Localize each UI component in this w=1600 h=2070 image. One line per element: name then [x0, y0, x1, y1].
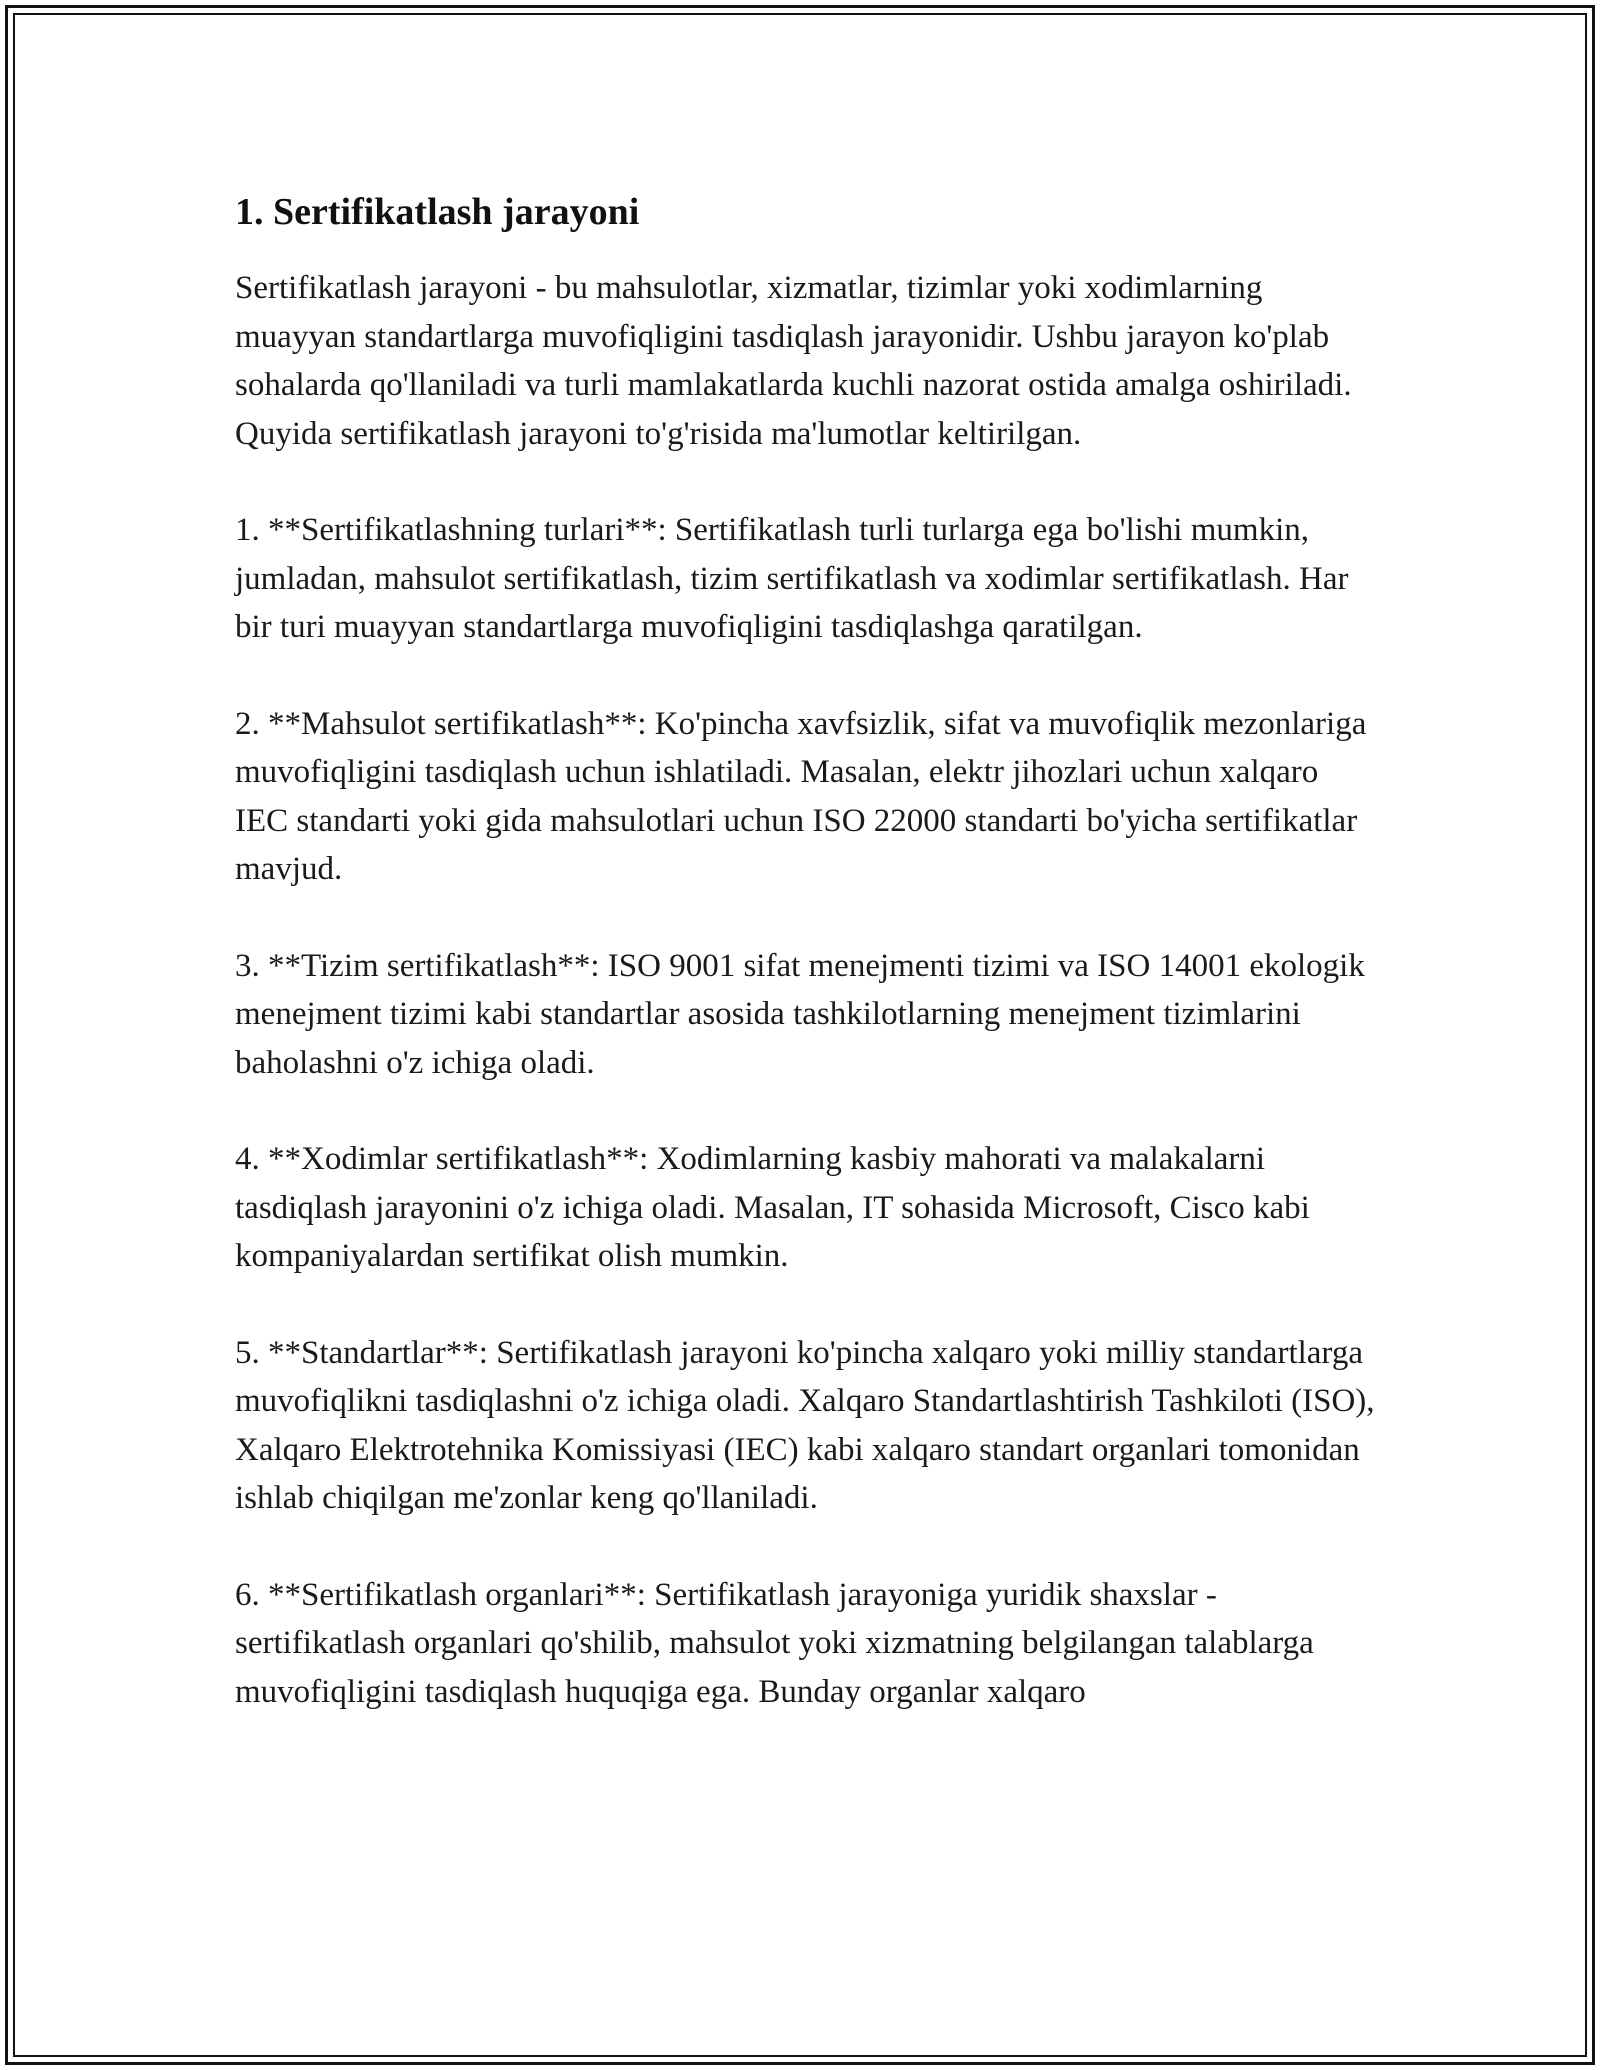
document-heading: 1. Sertifikatlash jarayoni: [235, 191, 640, 233]
paragraph-standards: 5. **Standartlar**: Sertifikatlash jarayoni ko'pincha xalqaro yoki milliy standartlarga muvofiqlikni tasdiqlashni o'z ichiga oladi. Xalqaro Standartlashtirish Tashkiloti (ISO), Xalqaro Elektrotehnika Komissiyasi (IEC) kabi xalqaro standart organlari tomonidan ishlab chiqilgan me'zonlar keng qo'llaniladi.: [235, 1334, 1375, 1516]
paragraph-system-certification: 3. **Tizim sertifikatlash**: ISO 9001 sifat menejmenti tizimi va ISO 14001 ekologik menejment tizimi kabi standartlar asosida tashkilotlarning menejment tizimlarini baholashni o'z ichiga oladi.: [235, 947, 1365, 1081]
paragraph-certification-types: 1. **Sertifikatlashning turlari**: Sertifikatlash turli turlarga ega bo'lishi mumkin, jumladan, mahsulot sertifikatlash, tizim sertifikatlash va xodimlar sertifikatlash. Har bir turi muayyan standartlarga muvofiqligini tasdiqlashga qaratilgan.: [235, 512, 1349, 645]
paragraph-personnel-certification: 4. **Xodimlar sertifikatlash**: Xodimlarning kasbiy mahorati va malakalarni tasdiqlash jarayonini o'z ichiga oladi. Masalan, IT sohasida Microsoft, Cisco kabi kompaniyalardan sertifikat olish mumkin.: [235, 1141, 1310, 1274]
document-body: [235, 186, 1375, 1764]
intro-paragraph: Sertifikatlash jarayoni - bu mahsulotlar, xizmatlar, tizimlar yoki xodimlarning muayyan standartlarga muvofiqligini tasdiqlash jarayonidir. Ushbu jarayon ko'plab sohalarda qo'llaniladi va turli mamlakatlarda kuchli nazorat ostida amalga oshiriladi. Quyida sertifikatlash jarayoni to'g'risida ma'lumotlar keltirilgan.: [235, 270, 1352, 452]
paragraph-certification-bodies: 6. **Sertifikatlash organlari**: Sertifikatlash jarayoniga yuridik shaxslar - sertifikatlash organlari qo'shilib, mahsulot yoki xizmatning belgilangan talablarga muvofiqligini tasdiqlash huquqiga ega. Bunday organlar xalqaro: [235, 1576, 1314, 1710]
paragraph-product-certification: 2. **Mahsulot sertifikatlash**: Ko'pincha xavfsizlik, sifat va muvofiqlik mezonlariga muvofiqligini tasdiqlash uchun ishlatiladi. Masalan, elektr jihozlari uchun xalqaro IEC standarti yoki gida mahsulotlari uchun ISO 22000 standarti bo'yicha sertifikatlar mavjud.: [235, 705, 1367, 887]
